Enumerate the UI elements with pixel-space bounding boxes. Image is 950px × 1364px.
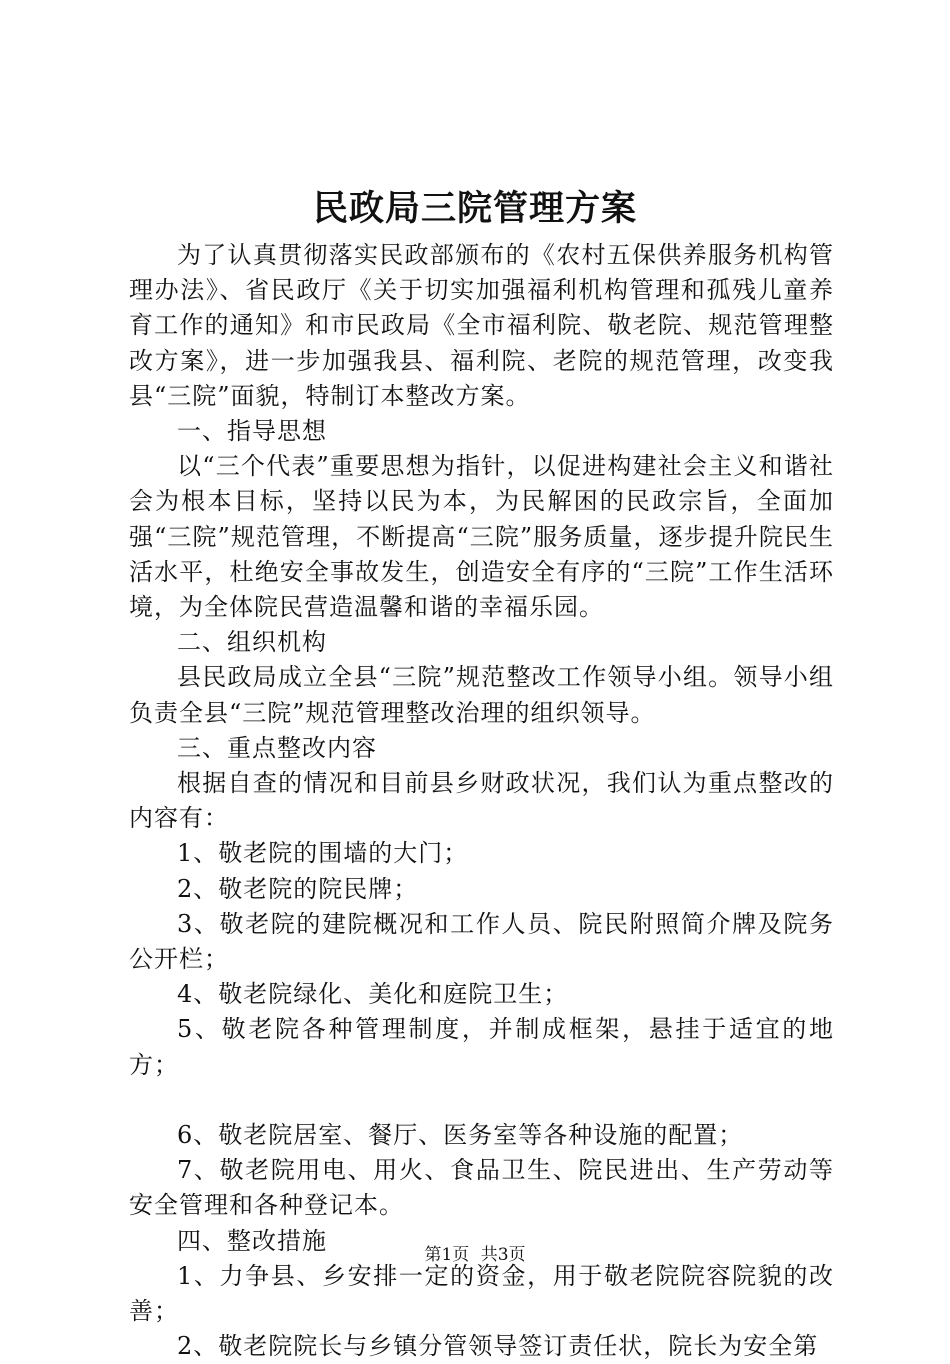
section-heading-guiding-thought: 一、指导思想: [177, 417, 327, 446]
section-heading-organization: 二、组织机构: [177, 628, 327, 657]
page-number: 第1页: [424, 1245, 470, 1265]
page-footer: [0, 1243, 950, 1267]
guiding-thought-paragraph: 以“三个代表”重要思想为指针，以促进构建社会主义和谐社会为根本目标，坚持以民为本，为民解困的民政宗旨，全面加强“三院”规范管理，不断提高“三院”服务质量，逐步提升院民生活水平，杜绝安全事故发生，创造安全有序的“三院”工作生活环境，为全体院民营造温馨和谐的幸福乐园。: [129, 452, 834, 622]
document-body: [129, 238, 834, 1364]
section-heading-measures: 四、整改措施: [177, 1226, 327, 1255]
key-rectification-intro: 根据自查的情况和目前县乡财政状况，我们认为重点整改的内容有：: [129, 769, 834, 833]
list-item: 6、敬老院居室、餐厅、医务室等各种设施的配置；: [177, 1121, 744, 1150]
section-heading-key-rectification: 三、重点整改内容: [177, 733, 377, 762]
list-item: 1、敬老院的围墙的大门；: [177, 839, 469, 868]
page-total: 共3页: [480, 1245, 526, 1265]
blank-line: [129, 1083, 834, 1118]
list-item: 2、敬老院的院民牌；: [177, 874, 419, 903]
document-title: 民政局三院管理方案: [312, 188, 637, 229]
list-item: 5、敬老院各种管理制度，并制成框架，悬挂于适宜的地方；: [129, 1015, 834, 1079]
organization-paragraph: 县民政局成立全县“三院”规范整改工作领导小组。领导小组负责全县“三院”规范管理整改治理的组织领导。: [129, 663, 834, 727]
list-item: 2、敬老院院长与乡镇分管领导签订责任状，院长为安全第: [177, 1332, 819, 1361]
list-item: 7、敬老院用电、用火、食品卫生、院民进出、生产劳动等安全管理和各种登记本。: [129, 1156, 834, 1220]
list-item: 1、力争县、乡安排一定的资金，用于敬老院院容院貌的改善；: [129, 1261, 834, 1326]
list-item: 4、敬老院绿化、美化和庭院卫生；: [177, 980, 569, 1009]
intro-paragraph: 为了认真贯彻落实民政部颁布的《农村五保供养服务机构管理办法》、省民政厅《关于切实加强福利机构管理和孤残儿童养育工作的通知》和市民政局《全市福利院、敬老院、规范管理整改方案》，进一步加强我县、福利院、老院的规范管理，改变我县“三院”面貌，特制订本整改方案。: [129, 241, 834, 410]
list-item: 3、敬老院的建院概况和工作人员、院民附照简介牌及院务公开栏；: [129, 909, 834, 974]
